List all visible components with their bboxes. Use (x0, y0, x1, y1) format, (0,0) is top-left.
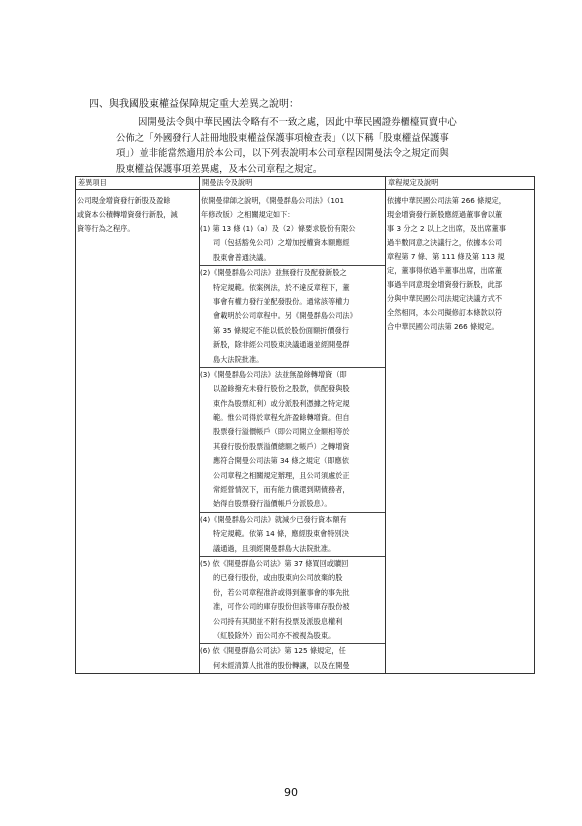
cell-line: 過半數同意之決議行之，依據本公司 (387, 238, 503, 247)
section-heading: 四、與我國股東權益保障規定重大差異之說明： (89, 99, 299, 110)
law-item-line: 島大法院批准。 (213, 354, 264, 364)
cell-line: 全然相同，本公司擬修訂本條款以符 (387, 308, 503, 317)
cell-line: 或資本公積轉增資發行新股，減 (77, 210, 178, 219)
intro-line: 公佈之「外國發行人註冊地股東權益保護事項檢查表」（以下稱「股東權益保護事 (116, 132, 449, 144)
law-item (200, 222, 385, 266)
articles-provision-cell (386, 190, 535, 674)
law-item-line: 議通過，且須經開曼群島大法院批准。 (213, 543, 336, 553)
law-item-line: (4)《開曼群島公司法》就減少已發行資本額有 (200, 514, 347, 524)
cell-line: 依開曼律師之說明，《開曼群島公司法》（101 (201, 196, 345, 205)
law-item (200, 513, 385, 557)
law-item-line: 股東會普通決議。 (213, 252, 271, 262)
law-item-line: 事會有權力發行並配發股份。通常該等權力 (213, 296, 350, 306)
law-item (200, 266, 385, 368)
intro-line: 項」）並非能當然適用於本公司，以下列表說明本公司章程因開曼法令之規定而與 (116, 148, 449, 160)
header-articles-provision: 章程規定及說明 (386, 177, 535, 190)
law-item-line: 應符合開曼公司法第 34 條之規定（即應依 (213, 456, 349, 466)
difference-item-cell (76, 190, 200, 674)
law-item-line: 始得自股票發行溢價帳戶分派股息）。 (213, 499, 332, 509)
cayman-law-cell (200, 190, 386, 674)
law-item-line: 會載明於公司章程中。另《開曼群島公司法》 (213, 311, 357, 321)
cell-line: 事 3 分之 2 以上之出席，及出席董事 (387, 224, 506, 233)
cell-line: 章程第 7 條、第 111 條及第 113 規 (387, 252, 505, 261)
law-item-line: 份，若公司章程准許或得到董事會的事先批 (213, 587, 350, 597)
cell-line: 現金增資發行新股應經過董事會以董 (387, 210, 503, 219)
law-item (200, 557, 385, 644)
law-item-line: 公司持有其間並不附有投票及派股息權利 (213, 616, 343, 626)
table-row (76, 190, 535, 674)
law-item-line: 公司章程之相關規定辦理，且公司須處於正 (213, 470, 350, 480)
law-item-line: 東作為股票紅利）或分派股利憑據之特定規 (213, 398, 350, 408)
cell-line: 分與中華民國公司法規定決議方式不 (387, 294, 503, 303)
cell-line: 年修改版）之相關規定如下： (201, 210, 295, 219)
cell-line: 合中華民國公司法第 266 條規定。 (387, 322, 499, 331)
law-item-line: (1) 第 13 條 (1)（a）及（2）條要求股份有限公 (200, 224, 356, 233)
law-item-line: 以盈餘撥充未發行股份之股款，供配發與股 (213, 384, 350, 394)
cell-line: 公司現金增資發行新股及盈餘 (77, 196, 171, 205)
law-item-line: 何未經清算人批准的股份轉讓，以及在開曼 (213, 660, 350, 670)
cell-line: 資等行為之程序。 (77, 224, 135, 233)
law-item-line: 股票發行溢價帳戶（即公司開立金額相等於 (213, 427, 350, 437)
law-item-line: 範。惟公司得於章程允許盈餘轉增資。但自 (213, 413, 350, 423)
law-item-line: (3)《開曼群島公司法》法並無盈餘轉增資（即 (200, 369, 347, 379)
law-item-line: 的已發行股份，或由股東向公司放棄的股 (213, 573, 343, 583)
law-item-line: 常經營情況下，而有能力償還到期債務者， (213, 485, 350, 495)
law-item-line: 准，可作公司的庫存股份但該等庫存股份被 (213, 602, 350, 612)
law-item (200, 368, 385, 513)
cell-line: 依據中華民國公司法第 266 條規定， (387, 196, 506, 205)
page-number: 90 (284, 786, 298, 799)
law-item (200, 644, 385, 673)
intro-line: 因開曼法令與中華民國法令略有不一致之處，因此中華民國證券櫃檯買賣中心 (138, 117, 457, 128)
differences-table (75, 176, 535, 674)
header-difference-item: 差異項目 (76, 177, 200, 190)
law-item-line: 其發行股份股票溢價總額之帳戶）之轉增資 (213, 441, 350, 451)
table-header-row (76, 177, 535, 190)
law-item-line: （紅股除外）而公司亦不被視為股東。 (213, 630, 336, 640)
intro-line: 股東權益保護事項差異處，及本公司章程之規定。 (116, 164, 323, 176)
law-item-line: (5) 依《開曼群島公司法》第 37 條買回或贖回 (200, 558, 349, 568)
cayman-law-items (200, 222, 385, 673)
law-item-line: 第 35 條規定不能以低於股份面額折價發行 (213, 325, 349, 335)
cell-line: 事過半同意現金增資發行新股，此部 (387, 280, 503, 289)
law-item-line: 特定規範。依案例法，於不違反章程下，董 (213, 282, 350, 292)
law-item-line: 特定規範。依第 14 條，應經股東會特別決 (213, 529, 349, 539)
cell-line: 定，董事得依過半董事出席，出席董 (387, 266, 503, 275)
law-item-line: (2)《開曼群島公司法》並無發行及配發新股之 (200, 268, 347, 278)
header-cayman-law: 開曼法令及說明 (200, 177, 386, 190)
law-item-line: (6) 依《開曼群島公司法》第 125 條規定，任 (200, 646, 346, 656)
intro-paragraph (116, 115, 532, 178)
law-item-line: 司（包括豁免公司）之增加授權資本額應經 (213, 238, 350, 248)
law-item-line: 新股，除非經公司股東決議通過並經開曼群 (213, 340, 350, 350)
